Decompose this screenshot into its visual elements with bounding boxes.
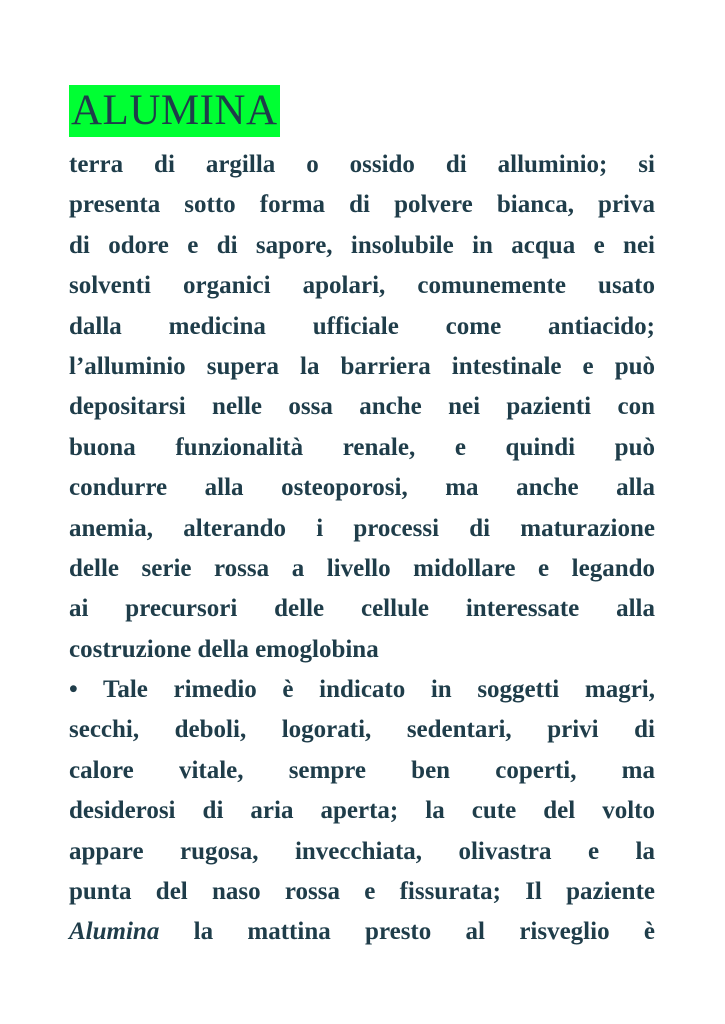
text-line: appare rugosa, invecchiata, olivastra e la — [69, 837, 655, 865]
page-title: ALUMINA — [69, 85, 280, 137]
text-line: calore vitale, sempre ben coperti, ma — [69, 756, 655, 784]
text-line: ai precursori delle cellule interessate alla — [69, 595, 655, 623]
text-line: solventi organici apolari, comunemente usato — [69, 272, 655, 300]
text-line: anemia, alterando i processi di maturazione — [69, 514, 655, 542]
text-line — [69, 912, 655, 952]
document-body — [69, 145, 655, 953]
text-line: presenta sotto forma di polvere bianca, priva — [69, 191, 655, 219]
text-line: desiderosi di aria aperta; la cute del volto — [69, 797, 655, 825]
bullet-text: Tale rimedio è indicato in soggetti magri, — [102, 676, 655, 704]
text-line: buona funzionalità renale, e quindi può — [69, 433, 655, 461]
text-line: delle serie rossa a livello midollare e legando — [69, 554, 655, 582]
text-line: punta del naso rossa e fissurata; Il paziente — [69, 878, 655, 906]
text-line: depositarsi nelle ossa anche nei pazienti con — [69, 393, 655, 421]
text-fragment: la mattina presto al risveglio è — [159, 918, 655, 946]
text-line: terra di argilla o ossido di alluminio; si — [69, 151, 655, 178]
text-line: costruzione della emoglobina — [69, 635, 379, 663]
bullet-line — [69, 670, 655, 710]
text-line: condurre alla osteoporosi, ma anche alla — [69, 474, 655, 502]
remedy-name: Alumina — [69, 918, 160, 946]
text-line: secchi, deboli, logorati, sedentari, privi di — [69, 716, 655, 744]
text-line: di odore e di sapore, insolubile in acqua e nei — [69, 231, 655, 259]
text-line: dalla medicina ufficiale come antiacido; — [69, 312, 655, 340]
text-line: l’alluminio supera la barriera intestinale e può — [69, 352, 655, 380]
bullet-icon: • — [69, 676, 78, 704]
